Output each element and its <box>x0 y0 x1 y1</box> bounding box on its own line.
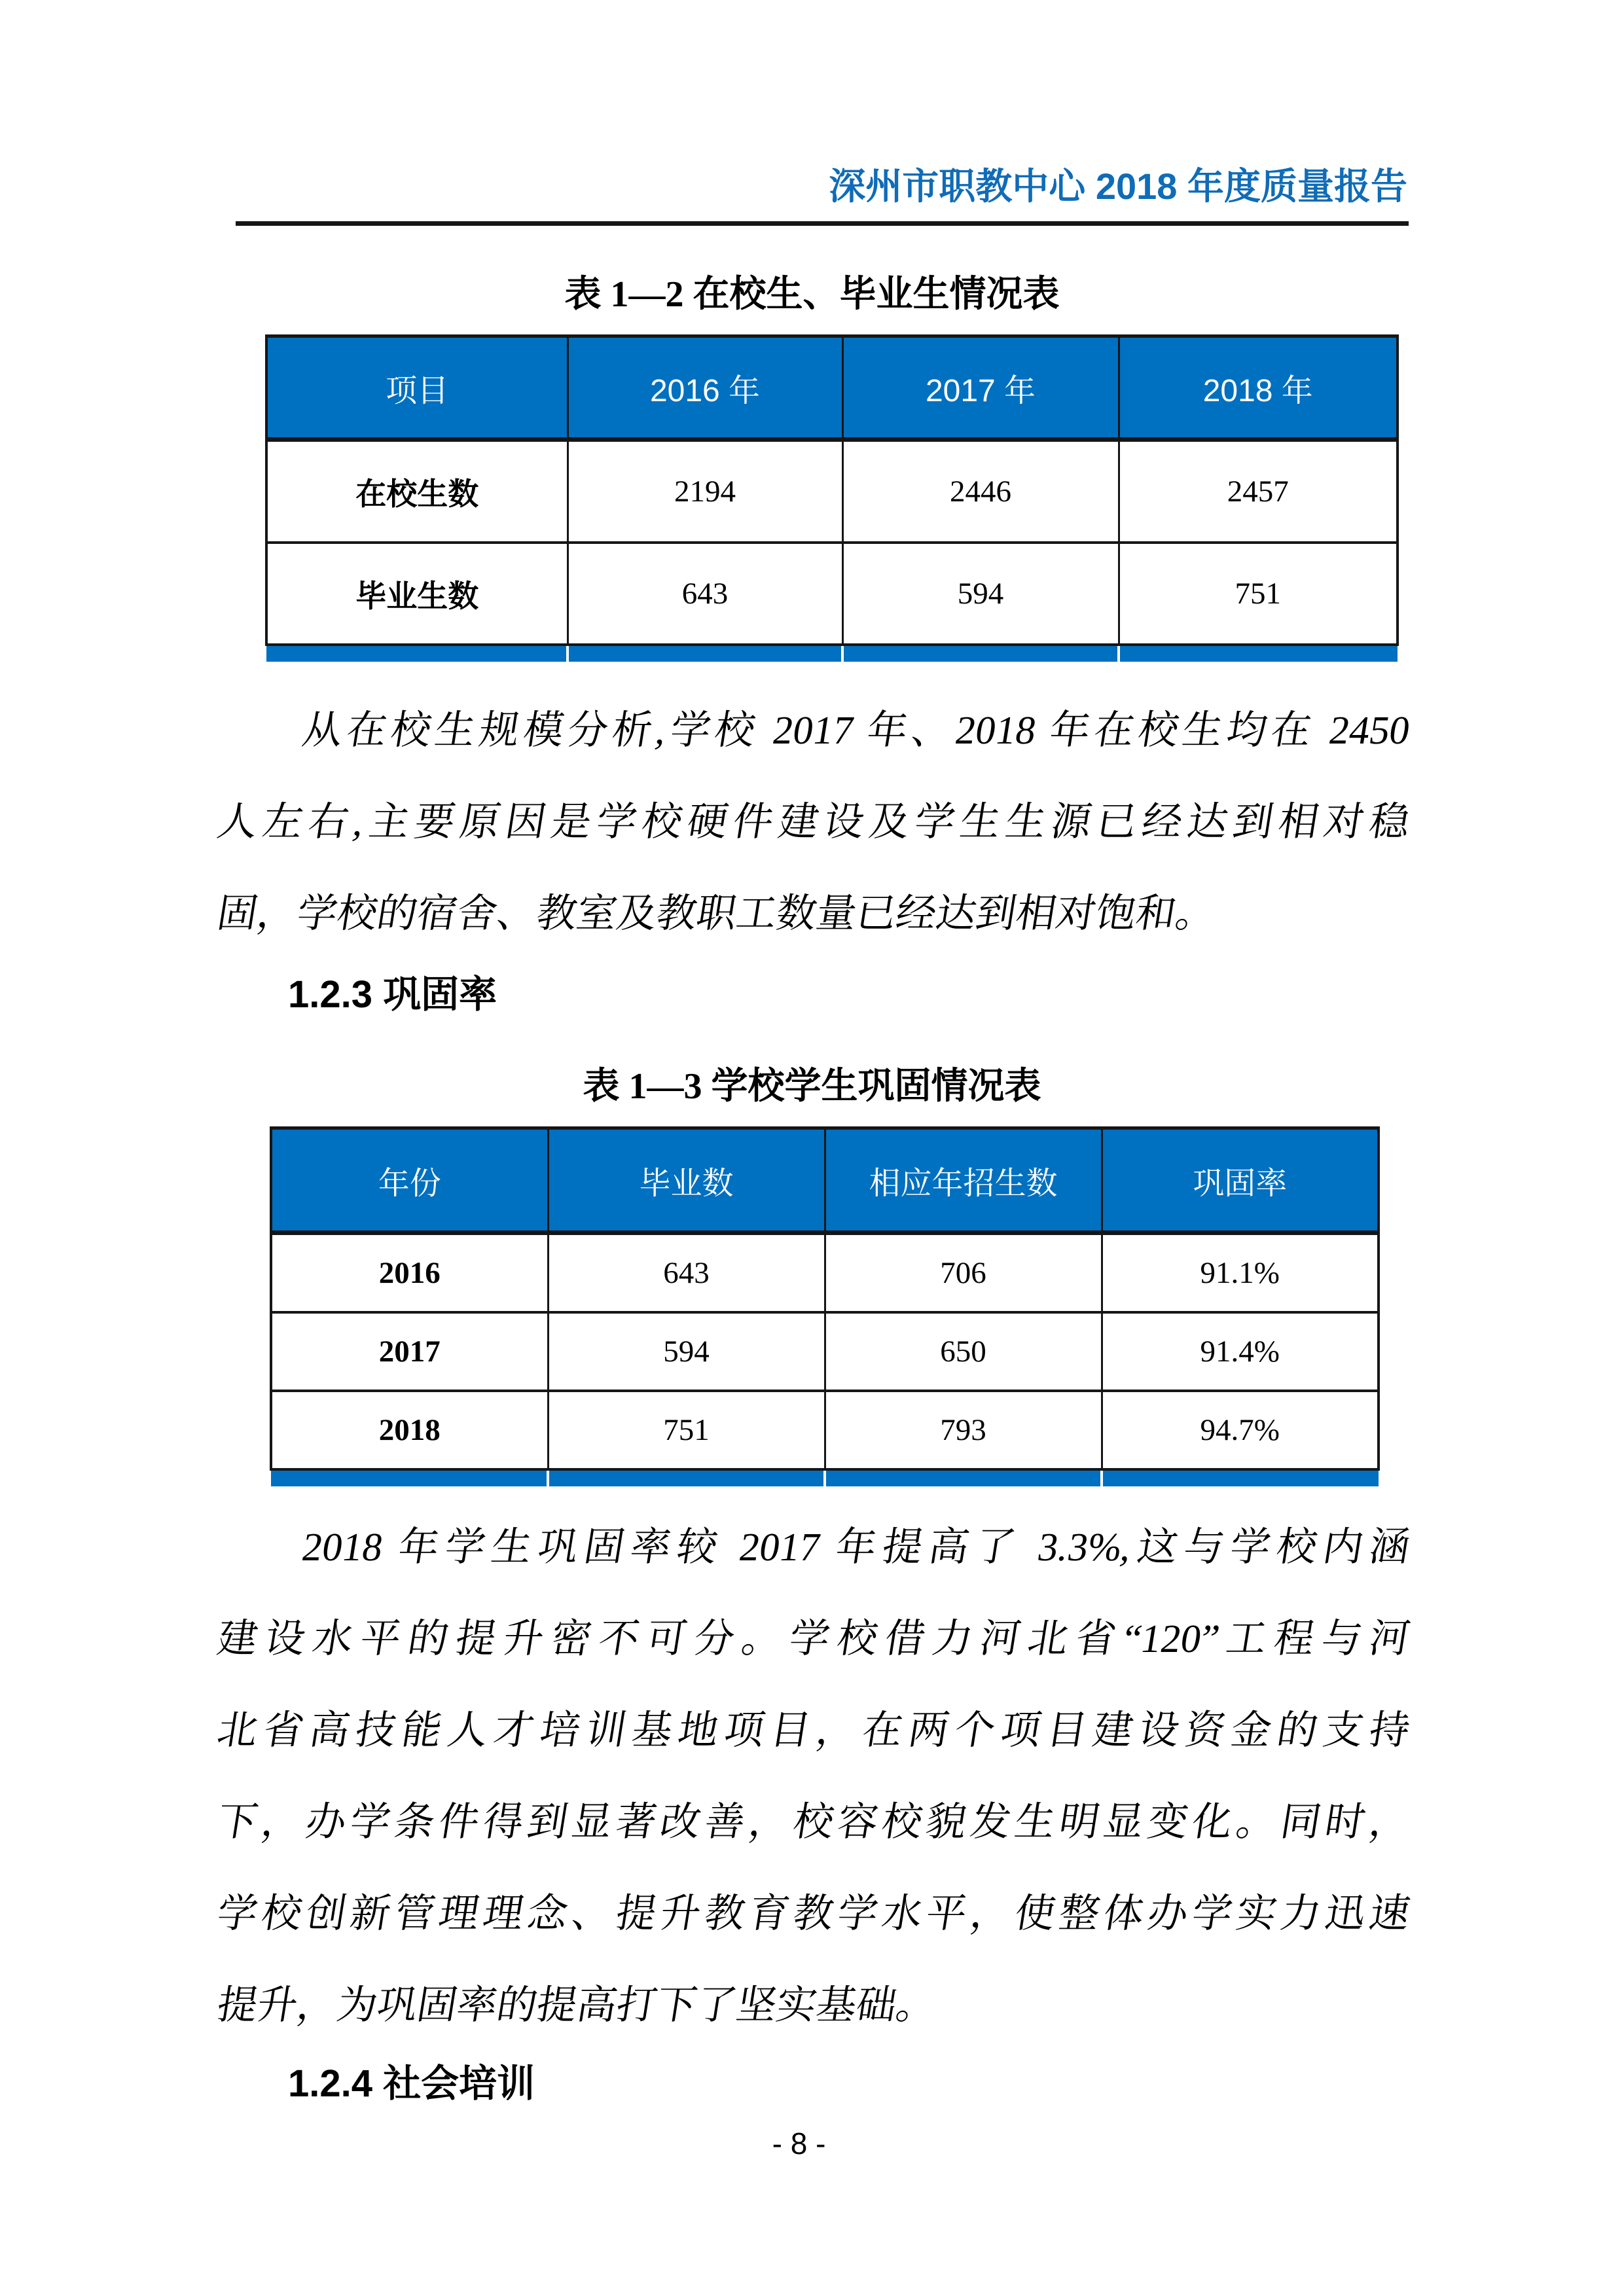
table1-header-2018: 2018 年 <box>1119 336 1398 440</box>
students-graduates-table <box>265 334 1399 662</box>
consolidation-rate-table <box>270 1126 1380 1486</box>
table2-header-graduates: 毕业数 <box>548 1128 825 1233</box>
paragraph-line: 人左右,主要原因是学校硬件建设及学生生源已经达到相对稳 <box>213 800 1413 844</box>
table2-header-intake: 相应年招生数 <box>825 1128 1102 1233</box>
section-heading-1-2-4: 1.2.4 社会培训 <box>288 2062 535 2105</box>
cell-value: 94.7% <box>1102 1391 1379 1469</box>
table1-header-2016: 2016 年 <box>568 336 842 440</box>
table1-caption: 表 1—2 在校生、毕业生情况表 <box>564 274 1060 315</box>
row-label: 2016 <box>271 1233 548 1313</box>
table2-row-2017 <box>271 1312 1379 1391</box>
table-bottom-bar-segment <box>1102 1469 1379 1486</box>
cell-value: 650 <box>825 1312 1102 1391</box>
table2-row-2016 <box>271 1233 1379 1313</box>
table-bottom-bar-segment <box>266 645 568 662</box>
cell-value: 643 <box>568 543 842 645</box>
table2-caption: 表 1—3 学校学生巩固情况表 <box>583 1066 1041 1107</box>
section-heading-1-2-3: 1.2.3 巩固率 <box>288 973 497 1016</box>
report-header-title: 深州市职教中心 2018 年度质量报告 <box>829 166 1407 207</box>
paragraph-enrollment-analysis <box>213 685 1413 960</box>
table1-header-2017: 2017 年 <box>842 336 1119 440</box>
table2-row-2018 <box>271 1391 1379 1469</box>
paragraph-line: 建设水平的提升密不可分。学校借力河北省“120”工程与河 <box>213 1617 1413 1661</box>
row-label: 2018 <box>271 1391 548 1469</box>
table1-row-graduates <box>266 543 1398 645</box>
table-bottom-bar-segment <box>825 1469 1102 1486</box>
paragraph-line: 学校创新管理理念、提升教育教学水平，使整体办学实力迅速 <box>213 1892 1413 1936</box>
page-number: - 8 - <box>772 2126 826 2161</box>
cell-value: 751 <box>548 1391 825 1469</box>
cell-value: 793 <box>825 1391 1102 1469</box>
table-bottom-bar-segment <box>842 645 1119 662</box>
cell-value: 643 <box>548 1233 825 1313</box>
cell-value: 2457 <box>1119 440 1398 543</box>
cell-value: 91.1% <box>1102 1233 1379 1313</box>
table1-bottom-bar <box>266 645 1398 662</box>
table2-header-row <box>271 1128 1379 1233</box>
paragraph-consolidation-analysis <box>213 1502 1413 2052</box>
cell-value: 594 <box>842 543 1119 645</box>
row-label: 毕业生数 <box>266 543 568 645</box>
paragraph-line: 提升，为巩固率的提高打下了坚实基础。 <box>213 1984 940 2028</box>
cell-value: 2194 <box>568 440 842 543</box>
paragraph-line: 固，学校的宿舍、教室及教职工数量已经达到相对饱和。 <box>213 892 1219 936</box>
table-bottom-bar-segment <box>271 1469 548 1486</box>
cell-value: 594 <box>548 1312 825 1391</box>
table1-header-item: 项目 <box>266 336 568 440</box>
cell-value: 91.4% <box>1102 1312 1379 1391</box>
header-divider-rule <box>236 221 1409 226</box>
table-bottom-bar-segment <box>568 645 842 662</box>
table2-header-year: 年份 <box>271 1128 548 1233</box>
table-bottom-bar-segment <box>1119 645 1398 662</box>
paragraph-line: 下，办学条件得到显著改善，校容校貌发生明显变化。同时， <box>213 1801 1413 1844</box>
table2-bottom-bar <box>271 1469 1379 1486</box>
paragraph-line: 2018 年学生巩固率较 2017 年提高了 3.3%,这与学校内涵 <box>298 1526 1413 1570</box>
paragraph-line: 北省高技能人才培训基地项目，在两个项目建设资金的支持 <box>213 1709 1413 1753</box>
row-label: 2017 <box>271 1312 548 1391</box>
table2-header-rate: 巩固率 <box>1102 1128 1379 1233</box>
paragraph-line: 从在校生规模分析,学校 2017 年、2018 年在校生均在 2450 <box>298 709 1413 753</box>
table1-header-row <box>266 336 1398 440</box>
cell-value: 2446 <box>842 440 1119 543</box>
cell-value: 751 <box>1119 543 1398 645</box>
table-bottom-bar-segment <box>548 1469 825 1486</box>
table1-row-enrolled <box>266 440 1398 543</box>
row-label: 在校生数 <box>266 440 568 543</box>
cell-value: 706 <box>825 1233 1102 1313</box>
